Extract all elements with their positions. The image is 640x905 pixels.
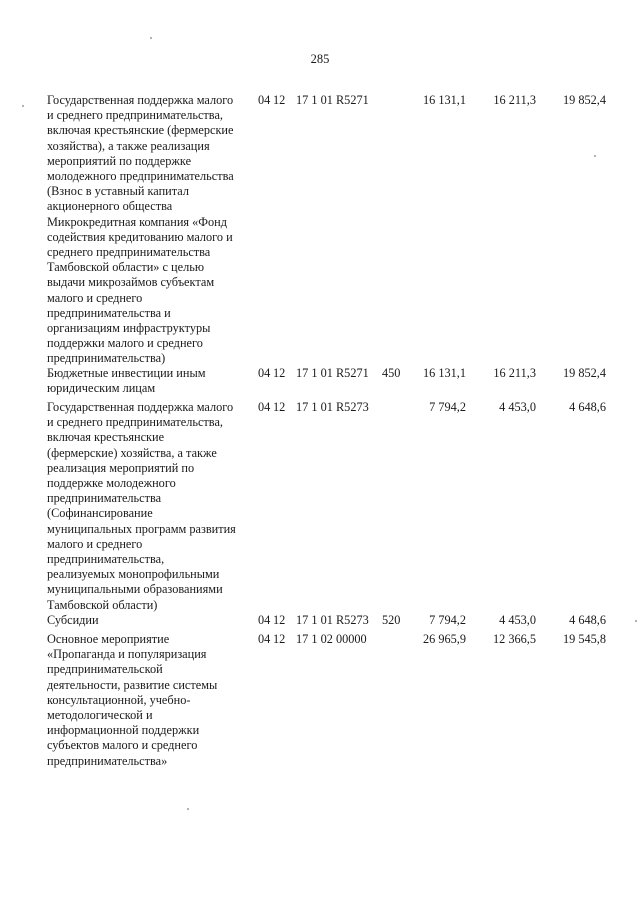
table-row	[0, 632, 640, 772]
description-line: и среднего предпринимательства,	[47, 415, 223, 430]
section-code: 04	[258, 400, 271, 414]
description-line: консультационной, учебно-	[47, 692, 191, 707]
subsection-code: 12	[273, 632, 286, 646]
description-line: Субсидии	[47, 613, 99, 627]
scan-speck	[187, 808, 189, 810]
subsection-code: 12	[273, 613, 286, 627]
table-row	[0, 93, 640, 368]
description-line: включая крестьянские (фермерские	[47, 123, 234, 138]
description-line: методологической и	[47, 708, 153, 723]
amount-year-1: 16 131,1	[422, 366, 466, 380]
subsection-code: 12	[273, 366, 286, 380]
target-article-code: 17 1 01 R5273	[296, 613, 369, 627]
section-code: 04	[258, 93, 271, 107]
description-line: поддержки малого и среднего	[47, 336, 203, 351]
description-line: Микрокредитная компания «Фонд	[47, 214, 228, 229]
description-line: деятельности, развитие системы	[47, 677, 218, 692]
description-line: предпринимательства	[47, 491, 162, 506]
target-article-code: 17 1 02 00000	[296, 632, 367, 646]
description-line: муниципальными образованиями	[47, 582, 223, 597]
scan-speck	[22, 105, 24, 107]
amount-year-2: 12 366,5	[492, 632, 536, 646]
amount-year-2: 16 211,3	[493, 366, 536, 380]
description-line: Государственная поддержка малого	[47, 400, 234, 414]
description-line: Тамбовской области)	[47, 597, 158, 612]
amount-year-3: 19 852,4	[562, 366, 606, 380]
description-line: молодежного предпринимательства	[47, 169, 234, 184]
row-description	[47, 93, 257, 367]
description-line: муниципальных программ развития	[47, 521, 236, 536]
description-line: и среднего предпринимательства,	[47, 108, 223, 123]
expense-type-code: 520	[382, 613, 401, 627]
amount-year-2: 16 211,3	[493, 93, 536, 107]
description-line: организациям инфраструктуры	[47, 321, 211, 336]
target-article-code: 17 1 01 R5273	[296, 400, 369, 414]
amount-year-2: 4 453,0	[499, 400, 536, 414]
description-line: включая крестьянские	[47, 430, 165, 445]
row-description	[47, 400, 257, 613]
description-line: (Взнос в уставный капитал	[47, 184, 189, 199]
description-line: предпринимательства»	[47, 753, 168, 768]
description-line: содействия кредитованию малого и	[47, 229, 233, 244]
description-line: юридическим лицам	[47, 381, 156, 396]
scan-speck	[594, 155, 596, 157]
amount-year-3: 4 648,6	[569, 613, 606, 627]
description-line: малого и среднего	[47, 290, 143, 305]
description-line: малого и среднего	[47, 536, 143, 551]
description-line: поддержке молодежного	[47, 476, 176, 491]
description-line: хозяйства), а также реализация	[47, 138, 210, 153]
description-line: предпринимательства,	[47, 552, 165, 567]
amount-year-3: 19 852,4	[562, 93, 606, 107]
amount-year-2: 4 453,0	[499, 613, 536, 627]
amount-year-1: 7 794,2	[429, 400, 466, 414]
amount-year-3: 4 648,6	[569, 400, 606, 414]
description-line: информационной поддержки	[47, 723, 200, 738]
description-line: предпринимательской	[47, 662, 163, 677]
description-line: Основное мероприятие	[47, 632, 170, 646]
table-row	[0, 613, 640, 630]
table-row	[0, 400, 640, 615]
description-line: субъектов малого и среднего	[47, 738, 198, 753]
target-article-code: 17 1 01 R5271	[296, 366, 369, 380]
amount-year-1: 7 794,2	[429, 613, 466, 627]
section-code: 04	[258, 366, 271, 380]
description-line: реализация мероприятий по	[47, 460, 195, 475]
description-line: (фермерские) хозяйства, а также	[47, 445, 217, 460]
amount-year-1: 26 965,9	[422, 632, 466, 646]
description-line: Бюджетные инвестиции иным	[47, 366, 206, 380]
row-description	[47, 366, 257, 396]
description-line: Государственная поддержка малого	[47, 93, 234, 107]
subsection-code: 12	[273, 400, 286, 414]
section-code: 04	[258, 632, 271, 646]
description-line: предпринимательства)	[47, 351, 166, 366]
amount-year-3: 19 545,8	[562, 632, 606, 646]
expense-type-code: 450	[382, 366, 401, 380]
scan-speck	[150, 37, 152, 39]
description-line: выдачи микрозаймов субъектам	[47, 275, 215, 290]
description-line: мероприятий по поддержке	[47, 153, 192, 168]
description-line: Тамбовской области» с целью	[47, 260, 205, 275]
scan-speck	[635, 620, 637, 622]
table-row	[0, 366, 640, 398]
subsection-code: 12	[273, 93, 286, 107]
row-description	[47, 613, 257, 628]
page-number: 285	[310, 52, 330, 66]
target-article-code: 17 1 01 R5271	[296, 93, 369, 107]
description-line: предпринимательства и	[47, 305, 171, 320]
amount-year-1: 16 131,1	[422, 93, 466, 107]
description-line: (Софинансирование	[47, 506, 153, 521]
description-line: среднего предпринимательства	[47, 245, 211, 260]
description-line: «Пропаганда и популяризация	[47, 647, 207, 662]
description-line: акционерного общества	[47, 199, 173, 214]
row-description	[47, 632, 257, 769]
section-code: 04	[258, 613, 271, 627]
description-line: реализуемых монопрофильными	[47, 567, 220, 582]
